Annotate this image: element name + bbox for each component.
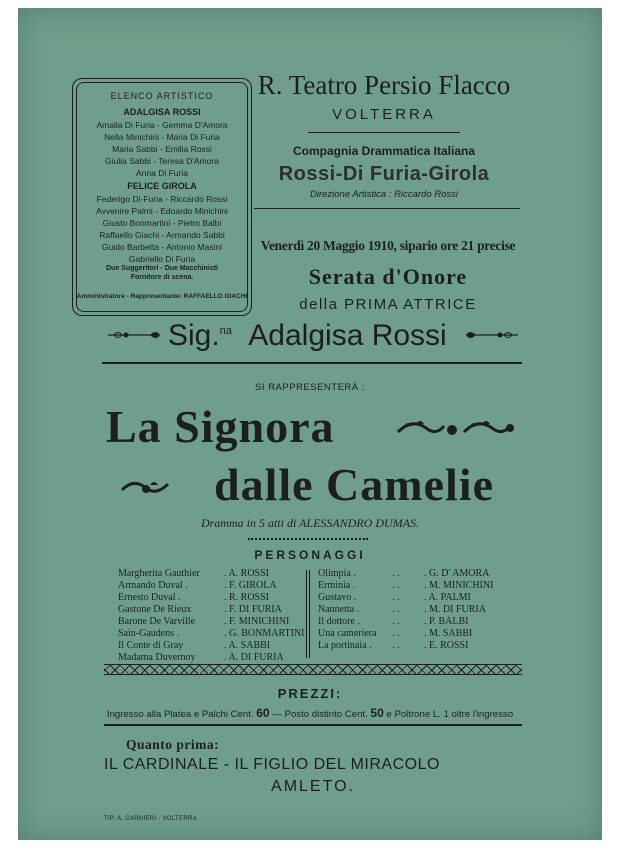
- honoree-name: Adalgisa Rossi: [248, 319, 447, 352]
- divider: [254, 208, 520, 209]
- play-title-line2: dalle Camelie: [214, 459, 494, 510]
- column-divider: [306, 570, 307, 658]
- cast-line: Avvenire Palmi - Edoardo Minichini: [96, 206, 228, 216]
- zigzag-border: [104, 664, 522, 675]
- evening-title: Serata d'Onore: [308, 264, 468, 289]
- honoree-prefix: Sig.: [168, 319, 220, 352]
- right-flourish-icon: [464, 328, 520, 342]
- character-row: Barone De Varville . F. MINICHINI: [118, 616, 290, 627]
- upcoming-line1: IL CARDINALE - IL FIGLIO DEL MIRACOLO: [104, 756, 440, 773]
- character-row: Gustavo . . . . A. PALMI: [318, 592, 471, 603]
- theatre-name: R. Teatro Persio Flacco: [257, 70, 511, 100]
- character-row: Olimpia . . . . G. D' AMORA: [318, 568, 490, 579]
- dotted-divider: [248, 538, 368, 540]
- prices-line: Ingresso alla Platea e Palchi Cent. 60 — Posto distinto Cent. 50 e Poltrone L. 1 oltre l'ingresso: [106, 706, 514, 720]
- cast-line: Giulia Sabbi - Teresa D'Amora: [105, 156, 219, 166]
- cast-box: [72, 78, 252, 316]
- honoree-role: della PRIMA ATTRICE: [299, 296, 477, 313]
- character-row: La portinaia . . . . E. ROSSI: [318, 640, 469, 651]
- cast-line: Federigo Di-Furia - Riccardo Rossi: [96, 194, 228, 204]
- personaggi-heading: PERSONAGGI: [254, 548, 366, 562]
- play-title-line1: La Signora: [106, 401, 335, 452]
- cast-line: ADALGISA ROSSI: [123, 107, 201, 117]
- upcoming-line2: AMLETO.: [271, 778, 355, 795]
- character-row: Il Conte di Gray . A. SABBI: [118, 640, 271, 651]
- cast-line: Fornitore di scena.: [130, 274, 194, 281]
- cast-line: Guido Barbetta - Antonio Masini: [101, 242, 222, 252]
- printer-credit: TIP. A. CARNIERI - VOLTERRA: [104, 816, 197, 822]
- cast-box-heading: ELENCO ARTISTICO: [110, 91, 214, 101]
- cast-line: FELICE GIROLA: [127, 181, 197, 191]
- garland-ornament-icon: [118, 476, 172, 502]
- cast-line: Maria Sabbi - Emilia Rossi: [112, 144, 212, 154]
- character-row: Erminia . . . . M. MINICHINI: [318, 580, 494, 591]
- play-subtitle: Dramma in 5 atti di ALESSANDRO DUMAS.: [200, 516, 420, 530]
- divider: [104, 724, 522, 726]
- performance-date: Venerdì 20 Maggio 1910, sipario ore 21 precise: [260, 238, 516, 253]
- character-row: Armando Duval . . F. GIROLA: [118, 580, 277, 591]
- character-row: Madama Duvernoy . A. DI FURIA: [118, 652, 284, 663]
- company-label: Compagnia Drammatica Italiana: [292, 144, 476, 158]
- company-names: Rossi-Di Furia-Girola: [278, 163, 490, 185]
- character-row: Ernesto Duval . . R. ROSSI: [118, 592, 270, 603]
- cast-box-footer: Amministratore - Rappresentante: RAFFAELLO GIACHI: [76, 293, 248, 300]
- cast-line: Anna Di Furia: [136, 168, 188, 178]
- upcoming-heading: Quanto prima:: [126, 737, 220, 752]
- playbill-sheet: [18, 8, 602, 840]
- divider: [308, 132, 460, 133]
- city-name: VOLTERRA: [332, 106, 436, 123]
- character-row: Una cameriera . . . M. SABBI: [318, 628, 473, 639]
- column-divider: [309, 570, 310, 658]
- honoree-prefix-superscript: na: [219, 325, 232, 337]
- garland-ornament-icon: [394, 416, 518, 446]
- cast-line: Raffaello Giachi - Armando Sabbi: [99, 230, 225, 240]
- price-posto-distinto: 50: [370, 706, 384, 720]
- prices-heading: PREZZI:: [277, 686, 343, 701]
- cast-line: Nella Minichini - Maria Di Furia: [104, 132, 220, 142]
- cast-line: Giusto Bonmartini - Pietro Balbi: [102, 218, 222, 228]
- cast-line: Amalia Di Furia - Gemma D'Amora: [96, 120, 228, 130]
- price-platea: 60: [256, 706, 270, 720]
- left-flourish-icon: [106, 328, 162, 342]
- character-row: Margherita Gauthier . A. ROSSI: [118, 568, 270, 579]
- character-row: Sain-Gaudens . . G. BONMARTINI: [118, 628, 305, 639]
- cast-line: Gabriello Di Furia: [128, 254, 196, 264]
- divider: [102, 362, 522, 364]
- character-row: Gastone De Rieux . F. DI FURIA: [118, 604, 282, 615]
- cast-line: Due Suggeritori - Due Macchinisti: [105, 265, 218, 272]
- character-row: Nannetta . . . . M. DI FURIA: [318, 604, 486, 615]
- play-intro: SI RAPPRESENTERÀ :: [255, 382, 365, 393]
- artistic-direction: Direzione Artistica : Riccardo Rossi: [310, 189, 458, 200]
- character-row: Il dottore . . . . P. BALBI: [318, 616, 469, 627]
